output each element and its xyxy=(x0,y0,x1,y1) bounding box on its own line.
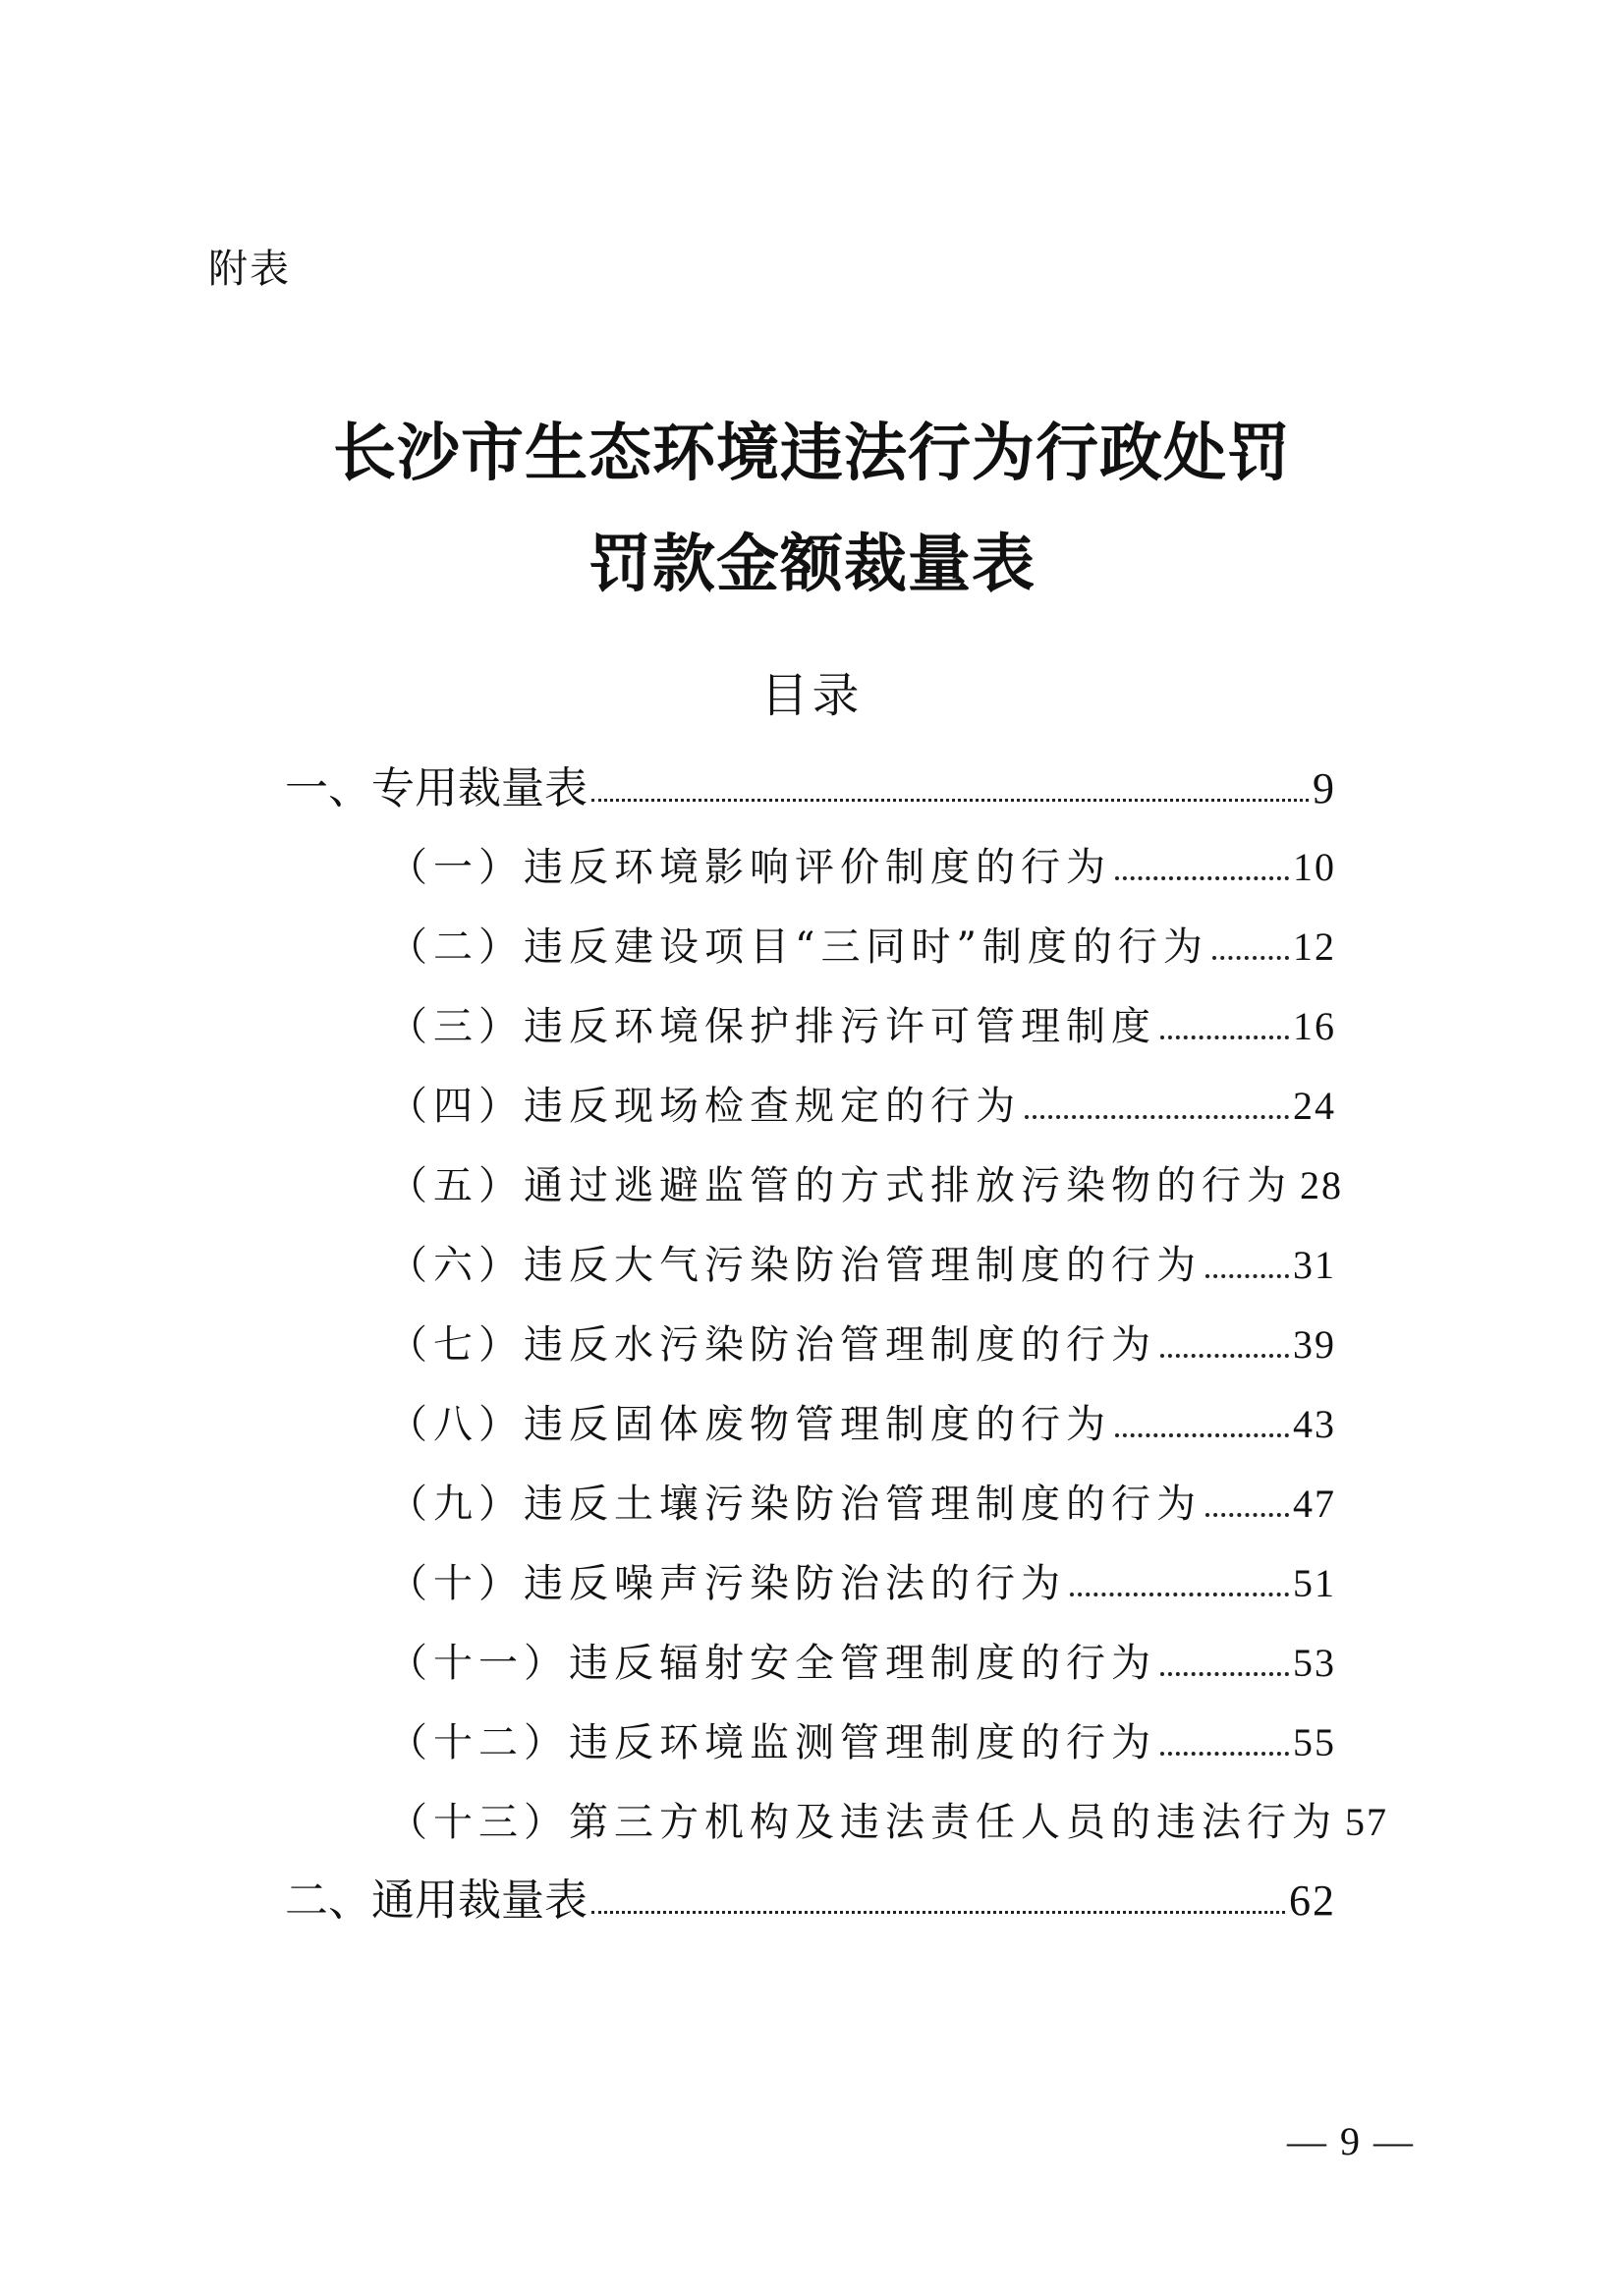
toc-entry-text: （一）违反环境影响评价制度的行为 xyxy=(388,845,1111,890)
toc-entry-page: 10 xyxy=(1293,845,1336,889)
toc-entry-13 xyxy=(388,1793,1388,1852)
toc-entry-text: （四）违反现场检查规定的行为 xyxy=(388,1084,1021,1129)
toc-entry-page: 51 xyxy=(1293,1561,1336,1605)
toc-entry-text: （十二）违反环境监测管理制度的行为 xyxy=(388,1720,1156,1765)
toc-leader-dots xyxy=(1205,1236,1289,1295)
toc-leader-dots xyxy=(591,759,1309,818)
toc-entry-text: （十）违反噪声污染防治法的行为 xyxy=(388,1561,1066,1606)
toc-leader-dots xyxy=(1160,1713,1289,1772)
toc-entry-12 xyxy=(388,1713,1336,1772)
toc-leader-dots xyxy=(1115,1395,1289,1454)
document-title-line-1: 长沙市生态环境违法行为行政处罚 xyxy=(333,417,1291,490)
toc-entry-4 xyxy=(388,1077,1336,1136)
toc-leader-dots xyxy=(591,1872,1285,1931)
toc-entry-text: 一、专用裁量表 xyxy=(285,763,588,813)
toc-entry-2 xyxy=(388,918,1336,977)
toc-entry-9 xyxy=(388,1475,1336,1534)
toc-entry-8 xyxy=(388,1395,1336,1454)
toc-entry-general-tables xyxy=(285,1872,1336,1931)
toc-leader-dots xyxy=(1070,1554,1289,1613)
toc-entry-text: （七）违反水污染防治管理制度的行为 xyxy=(388,1322,1156,1368)
toc-entry-text: （二）违反建设项目“三同时”制度的行为 xyxy=(388,924,1208,970)
toc-entry-specific-tables xyxy=(285,759,1336,818)
toc-entry-text: （十一）违反辐射安全管理制度的行为 xyxy=(388,1641,1156,1686)
toc-leader-dots xyxy=(1160,997,1289,1056)
toc-entry-page: 47 xyxy=(1293,1482,1336,1526)
toc-entry-page: 62 xyxy=(1289,1876,1336,1925)
toc-entry-6 xyxy=(388,1236,1336,1295)
toc-entry-page: 12 xyxy=(1293,924,1336,969)
toc-entry-page: 53 xyxy=(1293,1641,1336,1685)
toc-entry-5 xyxy=(388,1156,1343,1215)
toc-leader-dots xyxy=(1160,1634,1289,1693)
toc-leader-dots xyxy=(1115,838,1289,897)
toc-entry-page: 55 xyxy=(1293,1720,1336,1764)
page-number: — 9 — xyxy=(1287,2119,1415,2163)
toc-entry-page: 57 xyxy=(1345,1800,1388,1844)
toc-entry-page: 43 xyxy=(1293,1402,1336,1446)
attachment-label: 附表 xyxy=(208,247,291,292)
toc-heading: 目录 xyxy=(760,668,864,723)
toc-entry-text: 二、通用裁量表 xyxy=(285,1875,588,1926)
toc-entry-11 xyxy=(388,1634,1336,1693)
toc-entry-text: （三）违反环境保护排污许可管理制度 xyxy=(388,1004,1156,1049)
toc-leader-dots xyxy=(1160,1315,1289,1374)
toc-entry-10 xyxy=(388,1554,1336,1613)
toc-entry-page: 24 xyxy=(1293,1084,1336,1128)
toc-entry-3 xyxy=(388,997,1336,1056)
toc-entry-7 xyxy=(388,1315,1336,1374)
document-title-line-2: 罚款金额裁量表 xyxy=(588,528,1036,601)
toc-leader-dots xyxy=(1212,918,1289,977)
toc-entry-page: 39 xyxy=(1293,1322,1336,1367)
toc-entry-page: 31 xyxy=(1293,1243,1336,1287)
toc-entry-page: 9 xyxy=(1313,764,1336,812)
toc-leader-dots xyxy=(1025,1077,1289,1136)
toc-entry-text: （五）通过逃避监管的方式排放污染物的行为 xyxy=(388,1163,1292,1208)
toc-leader-dots xyxy=(1205,1475,1289,1534)
toc-entry-text: （九）违反土壤污染防治管理制度的行为 xyxy=(388,1482,1202,1527)
toc-entry-page: 16 xyxy=(1293,1004,1336,1048)
toc-entry-1 xyxy=(388,838,1336,897)
toc-entry-text: （八）违反固体废物管理制度的行为 xyxy=(388,1402,1111,1447)
toc-entry-text: （六）违反大气污染防治管理制度的行为 xyxy=(388,1243,1202,1288)
toc-entry-page: 28 xyxy=(1300,1163,1343,1207)
toc-entry-text: （十三）第三方机构及违法责任人员的违法行为 xyxy=(388,1800,1337,1845)
